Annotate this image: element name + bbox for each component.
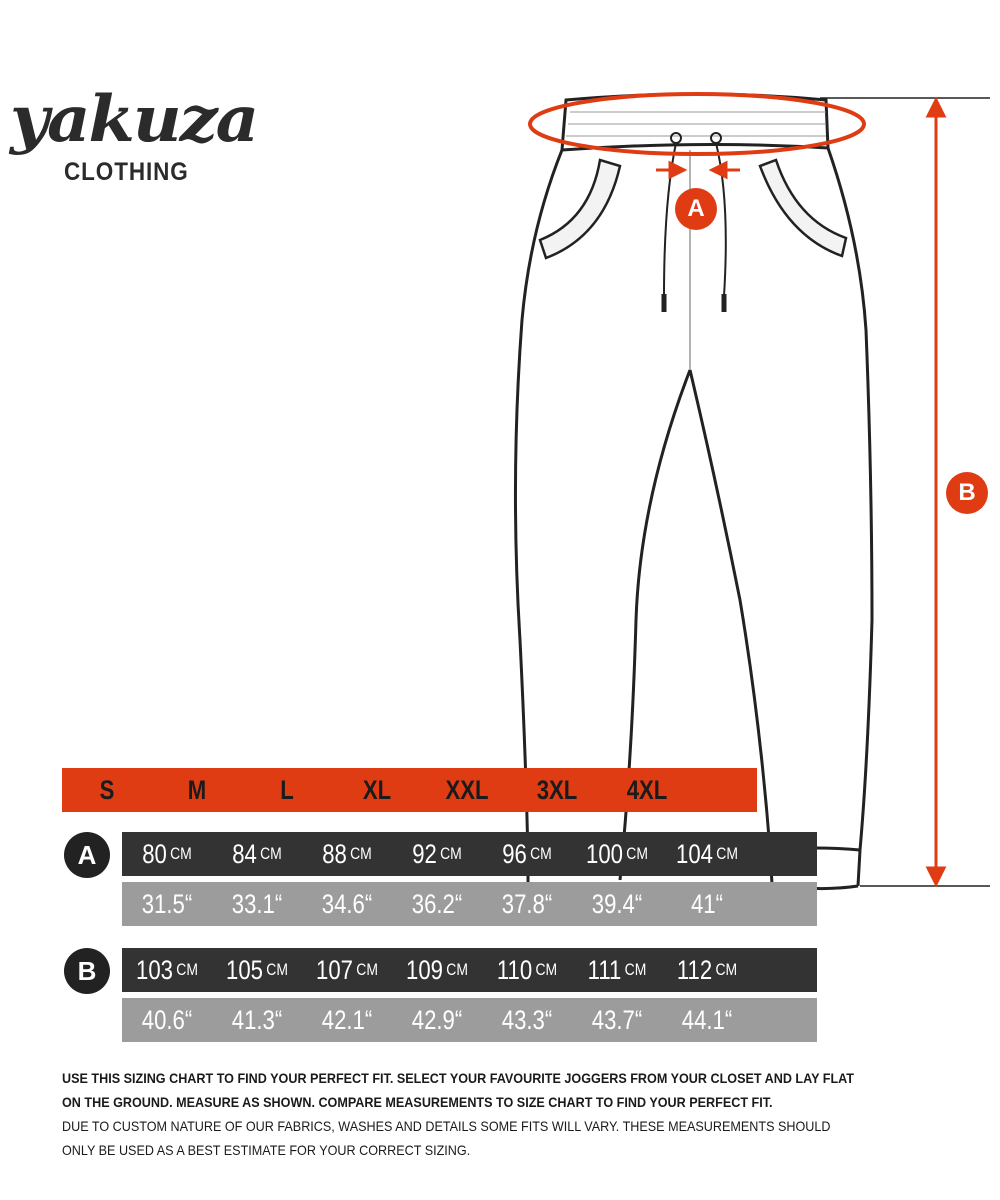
- inch-cell: 43.3“: [501, 1004, 553, 1035]
- row-a-cm: [122, 832, 817, 876]
- row-b-cm: [122, 948, 817, 992]
- cm-cell: 107 CM: [316, 954, 378, 985]
- cm-cell: 104 CM: [676, 838, 738, 869]
- cm-cell: 111 CM: [587, 954, 647, 985]
- cm-cell: 80 CM: [142, 838, 192, 869]
- cm-cell: 103 CM: [136, 954, 198, 985]
- inch-cell: 43.7“: [591, 1004, 643, 1035]
- inch-cell: 41.3“: [231, 1004, 283, 1035]
- row-a-inch: [122, 882, 817, 926]
- cm-cell: 88 CM: [322, 838, 372, 869]
- sizing-instructions: USE THIS SIZING CHART TO FIND YOUR PERFECT FIT. SELECT YOUR FAVOURITE JOGGERS FROM YOUR CLOSET AND LAY FLAT ON THE GROUND. MEASURE AS SHOWN. COMPARE MEASUREMENTS TO SIZE CHART TO FIND YOUR PERFECT FIT.: [62, 1070, 854, 1110]
- size-header-row: [62, 768, 757, 812]
- size-header: S: [99, 774, 115, 805]
- brand-wordmark: yakuza: [10, 82, 258, 157]
- waistband: [562, 94, 828, 150]
- row-label-b: B: [64, 948, 110, 994]
- waist-arrows: [656, 163, 740, 177]
- inch-cell: 33.1“: [231, 888, 283, 919]
- cm-cell: 96 CM: [502, 838, 552, 869]
- size-header: L: [280, 774, 294, 805]
- marker-a: A: [675, 188, 717, 230]
- size-header: 4XL: [626, 774, 668, 805]
- size-header: XL: [362, 774, 392, 805]
- cm-cell: 100 CM: [586, 838, 648, 869]
- cm-cell: 109 CM: [406, 954, 468, 985]
- row-b-inch: [122, 998, 817, 1042]
- inch-cell: 40.6“: [141, 1004, 193, 1035]
- inch-cell: 31.5“: [141, 888, 193, 919]
- inch-cell: 36.2“: [411, 888, 463, 919]
- inch-cell: 41“: [690, 888, 724, 919]
- cm-cell: 112 CM: [676, 954, 738, 985]
- marker-b: B: [946, 472, 988, 514]
- inch-cell: 42.9“: [411, 1004, 463, 1035]
- inch-cell: 44.1“: [681, 1004, 733, 1035]
- inch-cell: 34.6“: [321, 888, 373, 919]
- cm-cell: 84 CM: [232, 838, 282, 869]
- length-arrow: [928, 100, 944, 884]
- size-header: XXL: [445, 774, 489, 805]
- row-label-a: A: [64, 832, 110, 878]
- cm-cell: 110 CM: [496, 954, 558, 985]
- sizing-notes: [62, 1066, 854, 1162]
- inch-cell: 37.8“: [501, 888, 553, 919]
- size-header: M: [187, 774, 207, 805]
- sizing-disclaimer: DUE TO CUSTOM NATURE OF OUR FABRICS, WASHES AND DETAILS SOME FITS WILL VARY. THESE MEASUREMENTS SHOULD ONLY BE USED AS A BEST ESTIMATE FOR YOUR CORRECT SIZING.: [62, 1118, 831, 1158]
- cm-cell: 105 CM: [226, 954, 288, 985]
- size-header: 3XL: [536, 774, 578, 805]
- cm-cell: 92 CM: [412, 838, 462, 869]
- brand-subtitle: CLOTHING: [64, 158, 189, 186]
- inch-cell: 39.4“: [591, 888, 643, 919]
- inch-cell: 42.1“: [321, 1004, 373, 1035]
